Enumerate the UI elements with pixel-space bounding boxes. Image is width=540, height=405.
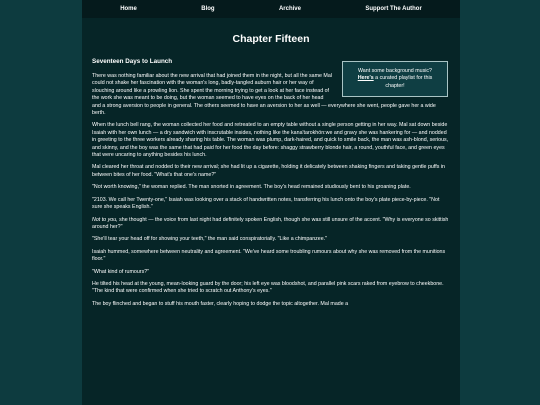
page-column (82, 0, 460, 405)
nav-archive-link[interactable]: Archive (278, 6, 301, 12)
paragraph: "2103. We call her Twenty-one," Isaiah was looking over a stack of handwritten notes, transferring his lunch onto the boy's plate piece-by-piece. "Not sure she speaks English." (92, 196, 440, 211)
paragraph: Isaiah hummed, somewhere between neutrality and agreement. "We've heard some troubling rumours about why she was removed from the munitions floor." (92, 248, 446, 263)
chapter-title: Chapter Fifteen (232, 33, 310, 45)
playlist-link[interactable]: Here's (357, 75, 374, 82)
paragraph-text: she thought — the voice from last night had definitely spoken English, though she was still unsure of the accent. "Why is everyone so skittish around her?" (92, 216, 449, 230)
callout-line-2: a curated playlist for this chapter! (373, 75, 433, 89)
paragraph: There was nothing familiar about the new arrival that had joined them in the night, but all the same Mal could not shake her fascination with the woman's long, badly-tangled auburn hair or her way of slouching around like a prowling lion. She spent the morning trying to get a look at her face instead of the work she was meant to be doing, but the woman seemed to have eyes on the back of her head and a strong aversion to people in general. The others seemed to have an aversion to her as well — everywhere she went, people gave her a wide berth. (92, 73, 436, 117)
paragraph (92, 217, 450, 232)
paragraph: "What kind of rumours?" (92, 268, 150, 275)
paragraph-emphasis: Not to you, (92, 216, 118, 223)
chapter-body (82, 58, 460, 308)
paragraph: Mal cleared her throat and nodded to their new arrival; she had lit up a cigarette, holding it delicately between shaking fingers and taking gentle puffs in between bites of her food. "What's that one's name?" (92, 164, 445, 178)
nav-blog-link[interactable]: Blog (201, 6, 215, 12)
paragraph: When the lunch bell rang, the woman collected her food and retreated to an empty table without a single person getting in her way. Mal sat down beside Isaiah with her own lunch — a dry sandwich with inscrutable insides, nothing like the kana'tarokhön:we and gravy she was hankering for — and nodded in greeting to the three workers already sharing his table. The woman was plump, dark-haired, and quick to smile back, the man was ash-blond, serious, and skinny, and the boy was the same that had paid for her food the day before: shaggy strawberry blonde hair, a round, youthful face, and green eyes that were uncaring to anything besides his lunch. (92, 122, 449, 159)
paragraph: "Not worth knowing," the woman replied. The man snorted in agreement. The boy's head remained studiously bent to his groaning plate. (92, 184, 411, 191)
paragraph: The boy flinched and began to stuff his mouth faster, clearly hoping to dodge the topic altogether. Mal made a (92, 300, 349, 307)
paragraph: He tilted his head at the young, mean-looking guard by the door; his left eye was bloodshot, and parallel pink scars raked from eyebrow to cheekbone. "The kind that were confirmed when she tried to scratch out Anthony's eyes." (92, 280, 444, 295)
paragraph: "She'll tear your head off for showing your teeth," the man said conspiratorially. "Like a chimpanzee." (92, 236, 328, 243)
callout-line-1: Want some background music? (358, 68, 432, 74)
top-navigation (82, 0, 460, 18)
nav-support-link[interactable]: Support The Author (365, 6, 422, 12)
playlist-callout (342, 61, 448, 97)
nav-home-link[interactable]: Home (120, 6, 137, 12)
section-heading: Seventeen Days to Launch (92, 58, 173, 65)
